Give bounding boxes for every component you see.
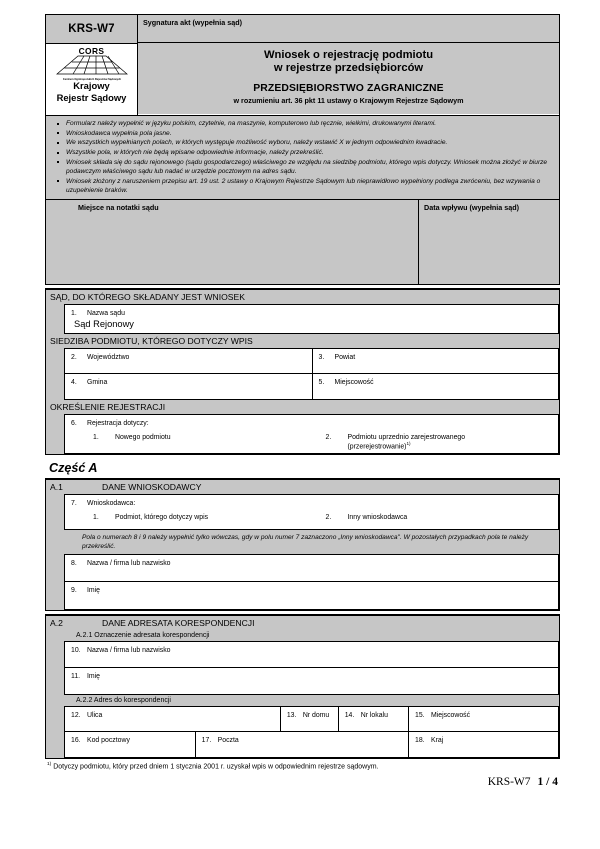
field-2-number: 2. bbox=[71, 353, 77, 361]
field-5-number: 5. bbox=[318, 378, 325, 386]
field-17-label: Poczta bbox=[217, 737, 239, 745]
form-title-line2: w rejestrze przedsiębiorców bbox=[273, 62, 424, 75]
court-seat-registration-section bbox=[45, 288, 560, 455]
field-18-kraj[interactable] bbox=[408, 732, 559, 758]
header-right-column bbox=[138, 15, 559, 115]
section-a1-code: A.1 bbox=[50, 481, 63, 492]
section-a2 bbox=[45, 614, 560, 759]
field-6-rejestracja-dotyczy[interactable] bbox=[64, 414, 559, 454]
field-2-wojewodztwo[interactable] bbox=[64, 348, 312, 374]
form-code-text: KRS-W7 bbox=[68, 23, 115, 35]
field-7-wnioskodawca[interactable] bbox=[64, 494, 559, 530]
field-9-imie[interactable] bbox=[64, 582, 559, 610]
page-footnote bbox=[45, 759, 560, 770]
instructions-block bbox=[45, 116, 560, 200]
section-a2-header bbox=[46, 616, 559, 630]
field-1-value: Sąd Rejonowy bbox=[74, 318, 134, 329]
field-7-label: Wnioskodawca: bbox=[87, 499, 136, 507]
section-a2-title: DANE ADRESATA KORESPONDENCJI bbox=[102, 618, 255, 629]
seat-row-1 bbox=[64, 348, 559, 374]
instruction-item: Wszystkie pola, w których nie będą wpisane odpowiednie informacje, należy przekreślić. bbox=[50, 148, 553, 157]
form-legal-basis: w rozumieniu art. 36 pkt 11 ustawy o Krajowym Rejestrze Sądowym bbox=[233, 95, 464, 105]
field-6-label: Rejestracja dotyczy: bbox=[87, 419, 149, 427]
field-6-number: 6. bbox=[71, 419, 77, 427]
field-7-number: 7. bbox=[71, 499, 77, 507]
section-a21-subheader: A.2.1 Oznaczenie adresata korespondencji bbox=[46, 630, 559, 641]
field-4-label: Gmina bbox=[87, 378, 108, 386]
field-14-label: Nr lokalu bbox=[360, 712, 388, 720]
a1-fields-89-wrap bbox=[46, 554, 559, 610]
field-6-option-1[interactable] bbox=[93, 434, 326, 450]
field-14-nr-lokalu[interactable] bbox=[338, 706, 408, 732]
field-13-nr-domu[interactable] bbox=[280, 706, 338, 732]
court-field-wrap bbox=[46, 304, 559, 334]
footnote-marker: 1) bbox=[47, 762, 52, 768]
field-4-number: 4. bbox=[71, 378, 77, 386]
court-notes-label: Miejsce na notatki sądu bbox=[78, 202, 159, 212]
section-a1-header bbox=[46, 480, 559, 494]
address-row-1 bbox=[64, 706, 559, 732]
field-6-option-2-label-line2: (przerejestrowanie) bbox=[347, 442, 407, 450]
footnote-text: Dotyczy podmiotu, który przed dniem 1 stycznia 2001 r. uzyskał wpis w odpowiednim rejestrze sądowym. bbox=[53, 763, 379, 771]
krs-logo-name-line1: Krajowy bbox=[73, 80, 110, 91]
field-6-option-1-label: Nowego podmiotu bbox=[115, 433, 171, 441]
receipt-date-area[interactable] bbox=[419, 200, 559, 284]
field-8-label: Nazwa / firma lub nazwisko bbox=[87, 560, 171, 568]
field-15-label: Miejscowość bbox=[431, 712, 471, 720]
registration-field-wrap bbox=[46, 414, 559, 454]
field-16-label: Kod pocztowy bbox=[87, 737, 130, 745]
instruction-item: Wniosek złożony z naruszeniem przepisu art. 19 ust. 2 ustawy o Krajowym Rejestrze Sądowym lub nieprawidłowo wypełniony podlega zwróceniu, bez wzywania o uzupełnienie braków. bbox=[50, 177, 553, 195]
field-15-number: 15. bbox=[415, 712, 425, 720]
field-12-number: 12. bbox=[71, 712, 81, 720]
field-9-label: Imię bbox=[87, 587, 101, 595]
cors-logo-box bbox=[46, 44, 137, 115]
field-3-powiat[interactable] bbox=[312, 348, 560, 374]
section-a22-subheader: A.2.2 Adres do korespondencji bbox=[46, 695, 559, 706]
seat-section-band: SIEDZIBA PODMIOTU, KTÓREGO DOTYCZY WPIS bbox=[46, 334, 559, 348]
court-notes-row bbox=[45, 200, 560, 285]
case-signature-field[interactable] bbox=[138, 15, 559, 43]
field-8-nazwa-firma[interactable] bbox=[64, 554, 559, 582]
field-6-option-1-number: 1. bbox=[93, 433, 99, 441]
field-6-option-2[interactable] bbox=[326, 434, 466, 450]
field-10-label: Nazwa / firma lub nazwisko bbox=[87, 647, 171, 655]
field-12-label: Ulica bbox=[87, 712, 103, 720]
field-7-option-2-label: Inny wnioskodawca bbox=[347, 513, 408, 521]
footer-form-code: KRS-W7 bbox=[487, 775, 531, 788]
field-6-option-2-footnote-marker: 1) bbox=[406, 440, 411, 446]
cors-grid-icon bbox=[56, 55, 128, 77]
field-9-number: 9. bbox=[71, 587, 77, 595]
field-14-number: 14. bbox=[344, 712, 355, 720]
field-7-option-2-number: 2. bbox=[325, 513, 332, 521]
instruction-item: Wniosek składa się do sądu rejonowego (sądu gospodarczego) właściwego ze względu na siedzibę podmiotu, którego wpis dotyczy. Wniosek można złożyć w biurze podawczym właściwego sądu lub nadać w urzędzie pocztowym na adres sądu. bbox=[50, 158, 553, 176]
cors-subtext: Centrum Ogólnopolskich Rejestrów Sądowych bbox=[62, 78, 121, 81]
field-12-ulica[interactable] bbox=[64, 706, 280, 732]
field-5-label: Miejscowość bbox=[334, 378, 374, 386]
field-15-miejscowosc[interactable] bbox=[408, 706, 559, 732]
a1-field7-wrap bbox=[46, 494, 559, 530]
field-10-nazwa-firma[interactable] bbox=[64, 641, 559, 668]
field-11-imie[interactable] bbox=[64, 668, 559, 695]
a1-note: Pola o numerach 8 i 9 należy wypełnić tylko wówczas, gdy w polu numer 7 zaznaczono „Inny wnioskodawca". W pozostałych przypadkach pola te należy przekreślić. bbox=[46, 530, 559, 555]
section-a2-code: A.2 bbox=[50, 618, 63, 629]
field-7-option-2[interactable] bbox=[326, 514, 408, 521]
field-6-option-2-number: 2. bbox=[325, 433, 332, 441]
field-18-number: 18. bbox=[415, 737, 425, 745]
section-a1-title: DANE WNIOSKODAWCY bbox=[102, 481, 202, 492]
field-7-options bbox=[71, 514, 558, 521]
case-signature-label: Sygnatura akt (wypełnia sąd) bbox=[143, 18, 243, 27]
page-footer bbox=[45, 771, 560, 788]
field-11-number: 11. bbox=[71, 673, 81, 681]
field-18-label: Kraj bbox=[431, 737, 444, 745]
court-section-band: SĄD, DO KTÓREGO SKŁADANY JEST WNIOSEK bbox=[46, 290, 559, 304]
field-1-number: 1. bbox=[71, 309, 77, 317]
cors-wordmark: CORS bbox=[78, 46, 105, 56]
instruction-item: Formularz należy wypełnić w języku polskim, czytelnie, na maszynie, komputerowo lub ręcznie, wielkimi, drukowanymi literami. bbox=[50, 119, 553, 128]
registration-section-band: OKREŚLENIE REJESTRACJI bbox=[46, 400, 559, 414]
cors-logo-mark bbox=[53, 46, 131, 80]
field-17-poczta[interactable] bbox=[195, 732, 408, 758]
field-16-number: 16. bbox=[71, 737, 81, 745]
a2-fields-1011-wrap bbox=[46, 641, 559, 695]
field-11-label: Imię bbox=[87, 673, 101, 681]
field-17-number: 17. bbox=[201, 737, 212, 745]
seat-fields-wrap bbox=[46, 348, 559, 400]
krs-logo-name-line2: Rejestr Sądowy bbox=[56, 91, 127, 103]
field-4-gmina[interactable] bbox=[64, 374, 312, 400]
form-subtitle: PRZEDSIĘBIORSTWO ZAGRANICZNE bbox=[253, 82, 444, 94]
form-header bbox=[45, 14, 560, 116]
footer-page-number: 1 / 4 bbox=[537, 775, 558, 788]
form-title-box bbox=[138, 43, 559, 114]
krs-logo-name bbox=[57, 80, 127, 103]
address-row-2 bbox=[64, 732, 559, 758]
field-6-option-2-label-line1: Podmiotu uprzednio zarejestrowanego bbox=[347, 433, 466, 441]
field-13-label: Nr domu bbox=[302, 712, 330, 720]
field-6-options bbox=[71, 434, 558, 450]
part-a-title: Część A bbox=[49, 460, 98, 475]
section-a1 bbox=[45, 478, 560, 612]
form-code-box bbox=[46, 15, 137, 44]
field-5-miejscowosc[interactable] bbox=[312, 374, 560, 400]
field-7-option-1[interactable] bbox=[93, 514, 326, 521]
field-13-number: 13. bbox=[286, 712, 297, 720]
receipt-date-label: Data wpływu (wypełnia sąd) bbox=[424, 202, 520, 212]
header-left-column bbox=[46, 15, 138, 115]
field-7-option-1-number: 1. bbox=[93, 513, 99, 521]
field-1-label: Nazwa sądu bbox=[87, 309, 125, 317]
field-3-number: 3. bbox=[318, 353, 325, 361]
instruction-item: We wszystkich wypełnianych polach, w których występuje możliwość wyboru, należy wstawić X w jednym odpowiednim kwadracie. bbox=[50, 138, 553, 147]
seat-row-2 bbox=[64, 374, 559, 400]
field-6-option-2-labels bbox=[348, 434, 466, 450]
form-title-line1: Wniosek o rejestrację podmiotu bbox=[263, 49, 434, 61]
a2-address-wrap bbox=[46, 706, 559, 758]
field-16-kod-pocztowy[interactable] bbox=[64, 732, 195, 758]
field-7-option-1-label: Podmiot, którego dotyczy wpis bbox=[115, 513, 209, 521]
instructions-list bbox=[50, 119, 553, 195]
field-10-number: 10. bbox=[71, 647, 81, 655]
court-notes-area[interactable] bbox=[46, 200, 419, 284]
field-2-label: Województwo bbox=[87, 353, 130, 361]
field-3-label: Powiat bbox=[334, 353, 356, 361]
field-8-number: 8. bbox=[71, 560, 77, 568]
instruction-item: Wnioskodawca wypełnia pola jasne. bbox=[50, 129, 553, 138]
field-1-nazwa-sadu[interactable] bbox=[64, 304, 559, 334]
